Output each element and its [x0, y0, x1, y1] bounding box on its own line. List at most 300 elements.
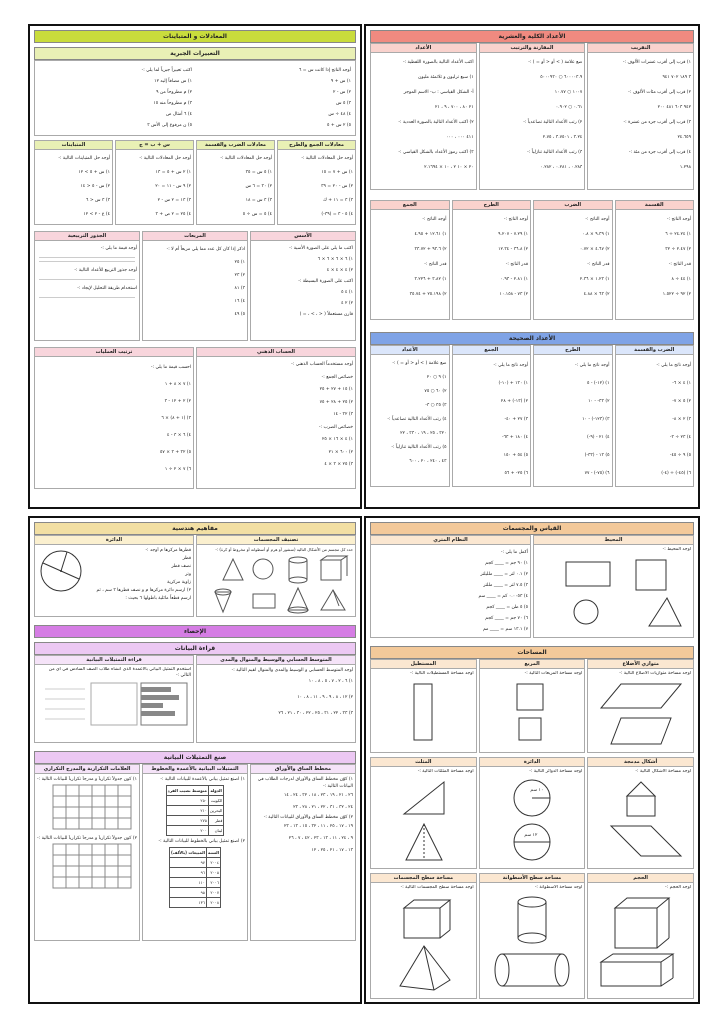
column-item: ٤) ١٨٠ + ٦٣-	[502, 435, 528, 440]
column-item: ٣ ١٨٩ ٧٠٢ ٩٤١	[662, 75, 691, 80]
column-title: مساحة سطح الأسطوانة	[480, 874, 585, 883]
column-item: خصائص الجمع :-	[321, 374, 353, 380]
stats-heading: أوجد المتوسط الحسابي و الوسيط والمدى والمنوال لقيم التالية :-	[231, 668, 353, 673]
column-item: ٢١ ٨٠ ، ٧٠٠ ، ٩ ، ٢١	[435, 105, 474, 110]
stem-leaf-item: ٢٦ ، ٢١ ، ١٩ ، ٢٣ ، ١٨ ، ٣٢ ، ٢٤ ، ١٤	[283, 793, 353, 798]
column-item: قدر الناتج :-	[668, 262, 691, 267]
algebraic-expressions-title: التعبيرات الجبرية	[170, 50, 220, 57]
column-item: ٥) ٣٢ + ٣ × ٥٧	[160, 450, 191, 455]
column-title: معادلات الضرب والقسمة	[197, 141, 274, 150]
column-item: أ- الشكل القياسي : ب- الاسم الموجز	[403, 90, 474, 95]
rectangle-column	[370, 659, 477, 753]
column-item: ٢) ٦٣ × ٤.٨٨	[583, 292, 610, 297]
column-title: الطرح	[453, 201, 531, 210]
circle-column	[34, 535, 194, 617]
column-item: ٢) ٤.٦٧ × ٠.٧٢	[579, 247, 610, 252]
column-title: التمثيلات البيانية بالأعمدة والخطوط	[143, 765, 247, 774]
column-item: ٣) ١٣ = ٢ س - ٢	[157, 198, 191, 203]
composite-column	[587, 757, 694, 869]
column-item: ٢) ٢ ٤	[341, 301, 353, 306]
table-header: السنة	[206, 848, 220, 858]
column-item: أوجد ناتج ما يلي :-	[493, 363, 528, 368]
column-item: ٣) ٣٥ ○ ٣-	[425, 403, 447, 408]
surface-volume-columns	[370, 873, 694, 999]
column-item: ٢) ٣٣- - ١٠	[588, 399, 610, 404]
panel-geometry-stats	[28, 516, 362, 1004]
multiplication-column	[533, 200, 613, 320]
column-item: ٤) ع - ٢ > ١٢	[83, 212, 110, 217]
parallelogram-column	[587, 659, 694, 753]
order-of-operations-column	[34, 347, 194, 489]
column-item: ٣) ٣ س < ٦	[85, 198, 110, 203]
solids-column	[196, 535, 356, 617]
column-item: ٣) ٢ × ٨-	[672, 417, 691, 422]
numbers-columns	[370, 43, 694, 190]
stem-leaf-item: ٢) كوّن مخطط الساق والأوراق للبيانات التالية :-	[263, 815, 353, 820]
column-item: ٣.٢٤ ، ٣.٧٥٠١ ، ٢.٧٥	[542, 135, 583, 140]
column-item: ٥) ١٣ - (٣٣-)	[584, 453, 610, 458]
column-title: التقريب	[588, 44, 693, 53]
column-item: ٤) ٥ = س ÷ ٥	[242, 212, 272, 217]
geometry-columns	[34, 535, 356, 617]
column-item: ١) ٥ س = ٣٥	[245, 170, 272, 175]
column-item: أوجد جذور التربيع للأعداد التالية :-	[74, 268, 137, 273]
statistics-title: الإحصاء	[183, 628, 207, 635]
radius-label: ١٠ سم	[530, 787, 544, 793]
column-title: الجمع	[371, 201, 449, 210]
column-item: أوجد ناتج ما يلي :-	[575, 363, 610, 368]
metric-heading: أكمل ما يلي :-	[500, 550, 528, 555]
stem-leaf-column	[250, 764, 356, 941]
table-cell: ٢٠٠٦	[206, 878, 220, 888]
exponents-column	[250, 231, 356, 341]
square-figures	[482, 678, 582, 748]
answer-line	[39, 261, 135, 262]
column-item: ١) س + ٥ > ١٢	[78, 170, 110, 175]
int-addition-column	[452, 345, 532, 487]
table-cell: ١١٠	[170, 878, 207, 888]
cylinder-figures	[482, 892, 582, 996]
evaluate-item: ٤) ٤٨ ÷ س	[328, 112, 351, 117]
write-expression-item: ٢) م مطروحاً من ٩	[156, 90, 192, 95]
column-item: استخدام طريقة التحليل لإيجاد :-	[77, 286, 137, 291]
column-item: احسب قيمة ما يلي :-	[150, 365, 191, 370]
statistics-columns	[34, 655, 356, 743]
frequency-grid-1	[47, 783, 137, 831]
line-heading: ٢) اصنع تمثيل بياني بالخطوط للبيانات التالية :-	[158, 839, 245, 844]
column-item: ٥) ٩ ÷ ٤٥-	[669, 453, 691, 458]
column-item: ١) س + ٧ = ١٥	[321, 170, 353, 175]
addition-column	[370, 200, 450, 320]
column-item: ٢) ٧٣ - ١٠.١٥٨	[499, 292, 528, 297]
stem-leaf-item: ٩ ، ٢٤ ، ١١ ، ١٣ ، ٢٣ ، ٤٢ ، ٧ ، ٢٦	[288, 836, 353, 841]
rounding-column	[587, 43, 694, 190]
areas-title-band	[370, 646, 694, 659]
mental-math-column	[196, 347, 356, 489]
write-expression-heading: اكتب تعبيراً جبرياً لما يلي :-	[141, 68, 192, 73]
int-subtraction-column	[533, 345, 613, 487]
bar-heading: ١) اصنع تمثيل بياني بالأعمدة للبيانات التالية :-	[160, 777, 245, 782]
column-item: أوجد حل المعادلات التالية :-	[220, 156, 272, 161]
areas-columns-2	[370, 757, 694, 869]
metric-item: ٣) ٧.٥ لتر = ____ مللتر	[483, 583, 528, 588]
answer-line	[39, 257, 135, 258]
column-item: ٤) قرب إلى أقرب جزء من مئة :-	[628, 150, 691, 155]
column-item: ١) ٧ × ٨ + ١	[164, 382, 191, 387]
surface-heading: أوجد مساحة سطح المجسمات التالية :-	[400, 885, 474, 890]
area-heading: أوجد مساحة المربعات التالية :-	[524, 671, 583, 676]
equations-title: المعادلات و المتباينات	[163, 33, 227, 40]
column-item: ٣) ٢٥ × ٣ × ٤	[324, 462, 353, 467]
column-item: ٢) ٦٠٠ × ٢١	[328, 449, 353, 455]
write-expression-item: ٣) م مطروحاً منه ١٥	[153, 101, 192, 106]
column-item: ٤٣ ، ٢٤٠ ، ٢٠ ، ٦٠٠	[409, 459, 447, 464]
measurement-title-band	[370, 522, 694, 535]
surface-heading: أوجد الحجم :-	[665, 885, 691, 890]
column-title: الأعداد	[371, 44, 476, 53]
column-title: المقارنة والترتيب	[480, 44, 585, 53]
column-title: مخطط الساق والأوراق	[251, 765, 355, 774]
column-item: ١) ٩ ○ ٢٠	[426, 375, 447, 380]
evaluate-item: ٣) ٥ س	[336, 101, 351, 106]
metric-item: ٧) ١٣.١ سم = ____ مم	[483, 627, 528, 632]
panel-equations	[28, 24, 362, 509]
column-item: ٢) ٩ س - ١١ = ٢٠	[155, 184, 191, 189]
column-title: المستطيل	[371, 660, 476, 669]
stem-leaf-item: ١٣ ، ١٧ ، ٢١ ، ٢٥ ، ١٢	[311, 848, 353, 853]
column-title: قراءة التمثيلات البيانية	[35, 656, 193, 665]
table-header: متوسط نصيب الفرد	[166, 786, 208, 796]
column-item: ١) ١٥ + ٢٧ + ٢٥	[319, 387, 353, 392]
answer-line	[39, 297, 135, 298]
column-item: قارن مستعملاً ( < ، > ، = )	[299, 312, 353, 317]
metric-item: ٤) ٠.٠٠٥٣ كم = ____ سم	[478, 594, 528, 599]
measurement-columns	[370, 535, 694, 638]
metric-column	[370, 535, 531, 638]
square-column	[479, 659, 586, 753]
table-cell: ٢٠٠	[166, 826, 208, 836]
table-cell: ٢٠٠٥	[206, 868, 220, 878]
reading-data-band	[34, 642, 356, 655]
write-expression-column	[37, 63, 194, 133]
areas-title: المساحات	[517, 649, 547, 656]
column-title: أشكال مدمجة	[588, 758, 693, 767]
column-item: ١) سبع ترليون و ثلاثمئة مليون	[418, 75, 474, 80]
decimal-ops-columns	[370, 200, 694, 320]
column-item: ٣) ٢٧ + ٤٠-	[504, 417, 528, 422]
circle-item: قطر	[182, 556, 191, 561]
circle-item: نصف قطر	[171, 564, 191, 569]
surface-area-column	[370, 873, 477, 999]
column-item: ٤) ٢٥ = ٢ ص + ٣	[155, 212, 191, 217]
area-heading: أوجد مساحة المستطيلات التالية :-	[410, 671, 474, 676]
circle-figure	[37, 547, 85, 595]
column-item: ضع علامة ( > أو < أو = ) :-	[392, 361, 447, 366]
column-title: متوازي الأضلاع	[588, 660, 693, 669]
column-item: ١) ٣.٨٢ + ٣.٢٢٦	[414, 277, 447, 282]
column-item: ٩٤٢ ٦٠٣ ٤٨١ ٢٠٠	[657, 105, 691, 110]
column-item: ١) قرب إلى أقرب عشرات الألوف :-	[622, 60, 691, 65]
column-item: ٦) (٧٥-) - ٧٧	[584, 471, 610, 476]
column-title: القسمة	[616, 201, 694, 210]
column-item: ٢) قرب إلى أقرب مئات الألوف :-	[628, 90, 691, 95]
column-item: ١) ٢ س + ٥ = ١٣	[155, 170, 191, 175]
surface-area-figures	[374, 892, 474, 996]
metric-item: ٢) ٠.١ لتر = ____ ملليلتر	[480, 572, 528, 577]
table-cell: ٢٥٠	[166, 796, 208, 806]
column-item: ١) ٤٤ ÷ ٨	[671, 277, 691, 282]
column-item: ١) ١٣٠ + (١٠-)	[498, 381, 528, 386]
column-item: أوجد حل المعادلات التالية :-	[139, 156, 191, 161]
table-cell: ٩٦	[170, 868, 207, 878]
column-item: أوجد الناتج :-	[585, 217, 610, 222]
column-item: ٤) ٦ × ٣ - ٤	[166, 433, 191, 438]
column-item: ٢) اكتب الأعداد التالية بالصورة العددية :-	[398, 120, 474, 125]
parallelogram-figures	[591, 678, 691, 748]
metric-item: ١) ٩٠ جم = ____ كجم	[485, 561, 528, 566]
column-item: أوجد قيمة ما يلي :-	[100, 246, 137, 251]
column-item: ٢) ٣٠ = ٦ س	[245, 184, 272, 189]
operations-section	[34, 347, 356, 489]
table-header: المبيعات (بالألف)	[170, 848, 207, 858]
column-title: المربعات	[143, 232, 247, 241]
table-cell: ٢٧٥	[166, 816, 208, 826]
stats-item: ١) ٦ ، ٢ ، ٧ ، ٥ ، ٨ ، ١٠	[308, 679, 353, 684]
panel-numbers	[364, 24, 700, 509]
column-title: الأسس	[251, 232, 355, 241]
column-title: مساحة سطح المجسمات	[371, 874, 476, 883]
metric-item: ٦) ٧٠ جم = ____ كجم	[485, 616, 528, 621]
column-item: أوجد مستخدماً الحساب الذهني :-	[291, 362, 353, 367]
squares-column	[142, 231, 248, 341]
area-heading: أوجد مساحة متوازيات الأضلاع التالية :-	[619, 671, 691, 676]
table-cell: ٢٠٠٤	[206, 858, 220, 868]
column-item: ٢) ٣٦.٨ - ١٢.٣٤	[498, 247, 528, 252]
rectangle-figures	[374, 678, 474, 748]
column-item: ٢) ٩٣.٦ + ٣٣.٧٢	[414, 247, 447, 252]
column-item: ١) ٤ × ١٦ × ٢٥	[322, 437, 353, 442]
inequalities-column	[34, 140, 113, 225]
column-item: قدر الناتج :-	[505, 262, 528, 267]
column-item: قدر الناتج :-	[424, 262, 447, 267]
frequency-column	[34, 764, 140, 941]
column-item: ٣٢٠ ، ٢٥ ، ١٩ ، ٣٣٠ ، ٢٢	[400, 431, 447, 436]
table-cell: ٢٠٠٧	[206, 888, 220, 898]
making-graphs-columns	[34, 764, 356, 941]
circle-area-figures	[482, 776, 582, 866]
algebraic-expressions-band	[34, 47, 356, 60]
column-item: اكتب الأعداد التالية بالصورة اللفظية :-	[402, 60, 474, 65]
division-column	[615, 200, 695, 320]
column-title: تصنيف المجسمات	[197, 536, 355, 545]
expressions-section	[34, 60, 356, 136]
areas-columns-1	[370, 659, 694, 753]
perimeter-column	[533, 535, 694, 638]
column-item: ٦) (٤٥-) ÷ (٤-)	[661, 471, 691, 476]
column-item: أوجد الناتج :-	[422, 217, 447, 222]
column-item: ٣) رتب الأعداد التالية تنازلياً :-	[527, 150, 583, 155]
column-title: الأعداد	[371, 346, 449, 355]
column-item: قدر الناتج :-	[587, 262, 610, 267]
column-item: ٤) ٢٣ ÷ ٣-	[669, 435, 691, 440]
column-item: ٣) اكتب رموز الأعداد بالشكل القياسي :-	[398, 150, 474, 155]
making-graphs-band	[34, 751, 356, 764]
table-cell: ٩٥	[170, 888, 207, 898]
column-title: الحساب الذهني	[197, 348, 355, 357]
column-title: العلامات التكرارية والمدرج التكراري	[35, 765, 139, 774]
column-item: ٢) ٢٥ + ٢٨ + ٧٥	[319, 399, 353, 405]
column-item: اذكر إذا كان كل عدد مما يلي مربعاً أم لا :-	[166, 247, 245, 252]
column-item: ٢) (١٣-) + ٢٨	[500, 399, 528, 404]
column-item: ١) ٧.٢٩ - ٩.٢٠٧	[498, 232, 528, 237]
circle-item: قطرها مركزها م أوجد :-	[145, 548, 191, 553]
column-item: ٣) ٣ س = ١٨	[245, 198, 272, 203]
column-item: خصائص الضرب :-	[318, 424, 353, 430]
bar-data-table	[166, 785, 225, 836]
column-item: أوجد ناتج ما يلي :-	[656, 363, 691, 368]
column-item: ١) ١٢.٦١ + ٤.٩٥	[414, 232, 447, 237]
column-item: ٠.٦١ ○ ٠.٩٠٢	[555, 105, 583, 110]
column-item: ٣) (١ + ٨) × ٦	[161, 416, 191, 421]
table-header: الدولة	[208, 786, 223, 796]
table-cell: الكويت	[208, 796, 223, 806]
column-item: ٢) ٢٣	[234, 273, 245, 278]
table-cell: ٢١٠	[166, 806, 208, 816]
stats-item: ٣) ٣٣ ، ٢٢ ، ٣١ ، ٢٥ ، ٢٢ ، ٣٠ ، ٢١ ، ٢٦	[278, 711, 353, 716]
column-item: ١) ٢٥	[234, 260, 245, 265]
column-item: ١) ٤ ٥	[341, 290, 353, 295]
column-item: ٢٤.٦٥٩	[677, 135, 691, 140]
column-title: الحجم	[588, 874, 693, 883]
column-item: اكتب ما يلي على الصورة الأسية :-	[289, 246, 353, 251]
numbers-title-band	[370, 30, 694, 43]
column-item: ٢٠ × ١٠ ٢ ، ١٠ × ٢.١٦٩٤	[424, 165, 474, 170]
bar-line-column	[142, 764, 248, 941]
column-item: ٢) ٥ × ٧-	[672, 399, 691, 404]
column-item: أوجد الناتج :-	[666, 217, 691, 222]
frequency-heading: ٢) كون جدولاً تكرارياً و مدرجاً تكرارياً للبيانات التالية :-	[37, 836, 137, 841]
column-item: ٢) س - ٢٠ = ٣٩	[321, 184, 353, 189]
surface-heading: أوجد مساحة الأسطوانة :-	[534, 885, 583, 890]
stem-leaf-item: ١٩ ، ١٧ ، ٢٥ ، ١١ ، ٣٢ ، ١٥ ، ١٣ ، ٢٣	[283, 824, 353, 829]
column-item: ٤) ٢١ - (٩-)	[586, 435, 610, 440]
equations-title-band	[34, 30, 356, 43]
column-title: الطرح	[534, 346, 612, 355]
solids-heading: حدد كل مجسم من الأشكال التالية (منشور أو هرم أو أسطوانة أو مخروط أو كرة) :-	[215, 547, 353, 552]
integers-title: الأعداد الصحيحة	[508, 335, 556, 342]
column-item: اكتب على الصورة البسيطة :-	[298, 279, 353, 284]
column-title: الدائرة	[480, 758, 585, 767]
powers-section	[34, 231, 356, 341]
column-item: ١) (١٢-) - ٥	[586, 381, 610, 386]
circle-item: ٢) ارسم دائرة مركزها م و نصف قطرها ٣ سم ، ثم ارسم قطعاً مائلية باطولها ٦ بحيث :	[96, 588, 191, 601]
line-data-table	[169, 847, 221, 908]
solids-figures	[203, 554, 353, 614]
column-item: ٤) ١٦	[234, 299, 245, 304]
column-item: ٥) ٥٤ + ١٥٠	[503, 453, 528, 458]
geometry-title-band	[34, 522, 356, 535]
column-title: معادلات الجمع والطرح	[278, 141, 355, 150]
column-item: ضع علامة ( > أو < أو = ) :-	[528, 60, 583, 65]
circle-item: وتر	[185, 572, 191, 577]
table-cell: ٩٧	[170, 858, 207, 868]
column-item: ٢) س - ٥ < ١٤	[80, 184, 110, 189]
add-sub-equations-column	[277, 140, 356, 225]
column-title: المثلث	[371, 758, 476, 767]
volume-column	[587, 873, 694, 999]
panel-measurement	[364, 516, 700, 1004]
column-item: ٢) ٩٢ ÷ ١.٥٢٢	[662, 292, 691, 297]
answer-line	[39, 279, 135, 280]
column-item: ١) ٤ × ٦-	[672, 381, 691, 386]
column-title: ترتيب العمليات	[35, 348, 193, 357]
column-item: ٦) ٢٥- + ٥٦	[504, 471, 528, 476]
table-cell: البحرين	[208, 806, 223, 816]
triangle-column	[370, 757, 477, 869]
column-item: ٦٠٠٠٠٣.٩ ○ ٥٠٠٠٩٣٠	[540, 75, 583, 80]
square-roots-column	[34, 231, 140, 341]
evaluate-heading: أوجد الناتج إذا كانت س = ٦	[298, 68, 351, 73]
column-item: ٠.٢٨٣ ، ٠.٢٨١ ، ٠.٢٨٢	[540, 165, 583, 170]
subtraction-column	[452, 200, 532, 320]
column-title: س + ب = ج	[116, 141, 193, 150]
column-item: ٣) (١٢٣-) - ١٠	[582, 417, 610, 422]
column-item: ١.٢٩٨	[679, 165, 691, 170]
column-item: ٢) ٢.٤٧ ÷ ٣٢	[665, 247, 691, 252]
write-expression-item: ٤) ٦ أمثال ص	[166, 112, 192, 117]
metric-item: ٥) ٥ طن = ____ كجم	[486, 605, 528, 610]
evaluate-column	[196, 63, 353, 133]
column-item: أوجد حل المعادلات التالية :-	[301, 156, 353, 161]
integers-columns	[370, 345, 694, 487]
evaluate-item: ٢) س - ٢	[332, 90, 351, 95]
triangle-figures	[374, 776, 474, 866]
int-numbers-column	[370, 345, 450, 487]
reading-data-title: قراءة البيانات	[174, 645, 216, 652]
table-cell: قطر	[208, 816, 223, 826]
column-item: ١) ٢٤.٢٤ ÷ ٦	[665, 232, 691, 237]
int-muldiv-column	[615, 345, 695, 487]
column-title: الدائرة	[35, 536, 193, 545]
column-item: ٢) ٢ + ١٢ - ٣	[164, 399, 191, 404]
numbers-title: الأعداد الكلية والعشرية	[498, 33, 566, 40]
column-item: ٢) رتب الأعداد التالية تصاعدياً :-	[523, 120, 583, 125]
circle-area-column	[479, 757, 586, 869]
column-title: النظام المتري	[371, 536, 530, 545]
cylinder-column	[479, 873, 586, 999]
area-heading: أوجد مساحة المثلثات التالية :-	[417, 769, 474, 774]
stem-leaf-item: ١) كوّن مخطط الساق والأوراق لدرجات الطلاب في البيانات التالية :-	[257, 777, 353, 789]
evaluate-item: ٥) ٢ س + ٥	[326, 123, 351, 128]
making-graphs-title: صنع التمثيلات البيانية	[163, 754, 227, 761]
column-item: أوجد حل المتباينات التالية :-	[58, 156, 110, 161]
column-item: ٥) ٤٩	[234, 312, 245, 317]
compare-order-column	[479, 43, 586, 190]
column-item: ٣) ٨١	[234, 286, 245, 291]
mult-div-equations-column	[196, 140, 275, 225]
composite-figures	[591, 776, 691, 866]
equations-columns	[34, 140, 356, 225]
circle-item: زاوية مركزية	[167, 580, 191, 585]
column-title: الضرب والقسمة	[616, 346, 694, 355]
stats-item: ٢) ١٢ ، ٨ ، ٩ ، ٩ ، ١١ ، ٨ ، ١٠	[297, 695, 353, 700]
area-heading: أوجد مساحة الدوائر التالية :-	[529, 769, 583, 774]
column-item: ١) ٦ × ٦ × ٦ × ٦	[317, 257, 353, 262]
column-title: المتباينات	[35, 141, 112, 150]
diameter-label: ١٢ سم	[524, 832, 538, 838]
column-title: المحيط	[534, 536, 693, 545]
integers-title-band	[370, 332, 694, 345]
